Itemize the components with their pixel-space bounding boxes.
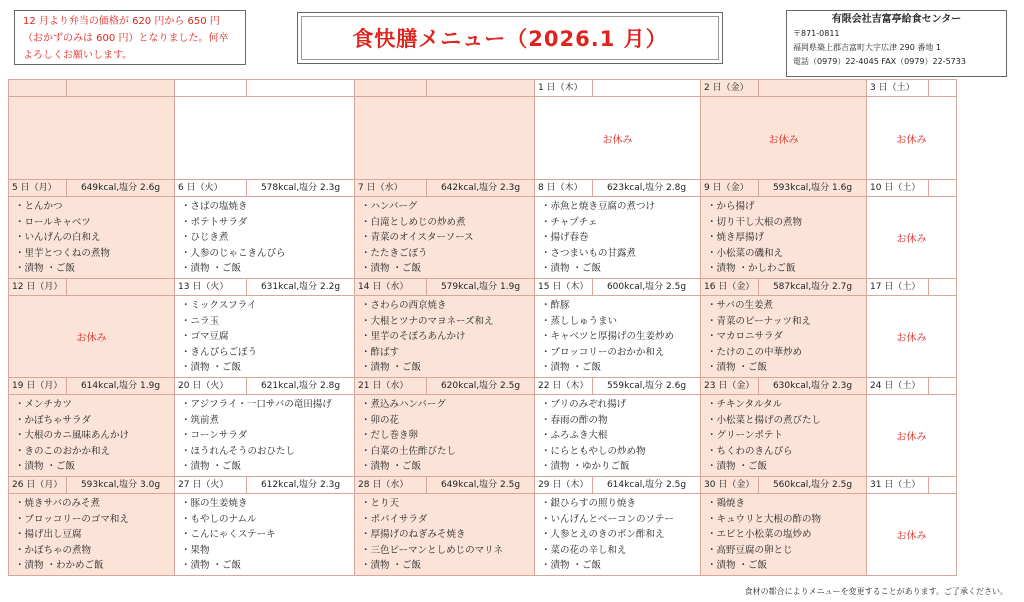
day-date: 9 日（金） <box>701 180 759 197</box>
menu-item: ・ かぼちゃサラダ <box>15 413 174 429</box>
week-menu-row <box>9 197 957 279</box>
menu-item: ・ たけのこの中華炒め <box>707 345 866 361</box>
day-menu-cell <box>175 296 355 378</box>
week-menu-row <box>9 395 957 477</box>
day-closed-cell <box>867 494 957 576</box>
menu-list <box>175 494 354 574</box>
company-phone: 電話（0979）22-4045 FAX（0979）22-5733 <box>793 57 966 66</box>
day-menu-cell <box>355 296 535 378</box>
day-nutrition: 649kcal,塩分 2.5g <box>427 477 535 494</box>
day-date <box>175 80 247 97</box>
menu-item: ・ 大根のカニ風味あんかけ <box>15 428 174 444</box>
menu-item: ・ ほうれんそうのおひたし <box>181 444 354 460</box>
day-date: 1 日（木） <box>535 80 593 97</box>
menu-list <box>355 197 534 277</box>
day-date: 19 日（月） <box>9 378 67 395</box>
day-menu-cell <box>701 395 867 477</box>
menu-item: ・ ブリのみぞれ揚げ <box>541 397 700 413</box>
menu-item: ・ 漬物 ・ご飯 <box>707 360 866 376</box>
notice-line: よろしくお願いします。 <box>23 50 133 61</box>
menu-item: ・ 漬物 ・ご飯 <box>541 360 700 376</box>
menu-item: ・ ロールキャベツ <box>15 215 174 231</box>
day-date: 16 日（金） <box>701 279 759 296</box>
notice-line: 12 月より弁当の価格が 620 円から 650 円 <box>23 16 220 27</box>
menu-item: ・ ニラ玉 <box>181 314 354 330</box>
week-menu-row <box>9 494 957 576</box>
day-menu-cell <box>355 197 535 279</box>
day-menu-cell <box>355 395 535 477</box>
week-header-row <box>9 477 957 494</box>
menu-item: ・ 漬物 ・ご飯 <box>707 459 866 475</box>
menu-item: ・ 漬物 ・ご飯 <box>181 360 354 376</box>
menu-item: ・ 漬物 ・かしわご飯 <box>707 261 866 277</box>
title-frame <box>301 16 719 60</box>
day-nutrition: 593kcal,塩分 3.0g <box>67 477 175 494</box>
closed-label: お休み <box>896 234 927 245</box>
menu-item: ・ 漬物 ・ご飯 <box>181 459 354 475</box>
menu-list <box>9 197 174 277</box>
day-menu-cell <box>535 296 701 378</box>
day-date: 7 日（水） <box>355 180 427 197</box>
menu-item: ・ 菜の花の辛し和え <box>541 543 700 559</box>
day-menu-cell <box>175 494 355 576</box>
menu-item: ・ 酢ばす <box>361 345 534 361</box>
day-menu-cell <box>175 197 355 279</box>
day-closed-cell <box>9 296 175 378</box>
day-date <box>9 80 67 97</box>
menu-item: ・ 漬物 ・ご飯 <box>15 261 174 277</box>
day-date: 8 日（木） <box>535 180 593 197</box>
menu-item: ・ だし巻き卵 <box>361 428 534 444</box>
day-date: 5 日（月） <box>9 180 67 197</box>
menu-item: ・ 筑前煮 <box>181 413 354 429</box>
menu-item: ・ ひじき煮 <box>181 230 354 246</box>
menu-item: ・ アジフライ・一口サバの竜田揚げ <box>181 397 354 413</box>
menu-list <box>701 494 866 574</box>
day-date: 17 日（土） <box>867 279 929 296</box>
day-closed-cell <box>867 97 957 180</box>
menu-item: ・ 漬物 ・ご飯 <box>181 261 354 277</box>
price-notice <box>14 10 246 65</box>
closed-label: お休み <box>896 333 927 344</box>
day-closed-cell <box>535 97 701 180</box>
footnote: 食材の都合によりメニューを変更することがあります。ご了承ください。 <box>744 587 1008 596</box>
menu-item: ・ 果物 <box>181 543 354 559</box>
menu-list <box>9 494 174 574</box>
week-header-row <box>9 378 957 395</box>
day-nutrition: 614kcal,塩分 2.5g <box>593 477 701 494</box>
menu-item: ・ 漬物 ・わかめご飯 <box>15 558 174 574</box>
menu-item: ・ 里芋とつくねの煮物 <box>15 246 174 262</box>
page-title: 食快膳メニュー（2026.1 月） <box>352 27 668 51</box>
day-nutrition: 579kcal,塩分 1.9g <box>427 279 535 296</box>
day-date: 10 日（土） <box>867 180 929 197</box>
day-menu-cell <box>175 97 355 180</box>
day-date: 30 日（金） <box>701 477 759 494</box>
menu-list <box>535 296 700 376</box>
day-date: 28 日（水） <box>355 477 427 494</box>
menu-item: ・ ブロッコリーのゴマ和え <box>15 512 174 528</box>
menu-list <box>701 395 866 475</box>
day-menu-cell <box>9 395 175 477</box>
menu-item: ・ 漬物 ・ゆかりご飯 <box>541 459 700 475</box>
title-box <box>297 12 723 64</box>
menu-item: ・ ゴマ豆腐 <box>181 329 354 345</box>
day-menu-cell <box>701 197 867 279</box>
menu-item: ・ たたきごぼう <box>361 246 534 262</box>
day-date: 23 日（金） <box>701 378 759 395</box>
menu-item: ・ さわらの西京焼き <box>361 298 534 314</box>
menu-item: ・ にらともやしの炒め物 <box>541 444 700 460</box>
day-date: 21 日（水） <box>355 378 427 395</box>
day-nutrition <box>759 80 867 97</box>
day-date: 24 日（土） <box>867 378 929 395</box>
day-nutrition: 621kcal,塩分 2.8g <box>247 378 355 395</box>
day-nutrition: 560kcal,塩分 2.5g <box>759 477 867 494</box>
closed-label: お休み <box>896 531 927 542</box>
menu-item: ・ 酢豚 <box>541 298 700 314</box>
week-header-row <box>9 80 957 97</box>
menu-item: ・ いんげんとベーコンのソテー <box>541 512 700 528</box>
notice-line: （おかずのみは 600 円）となりました。何卒 <box>23 33 229 44</box>
day-nutrition: 612kcal,塩分 2.3g <box>247 477 355 494</box>
menu-item: ・ 小松菜と揚げの煮びたし <box>707 413 866 429</box>
menu-list <box>701 296 866 376</box>
menu-item: ・ 揚げ春巻 <box>541 230 700 246</box>
day-closed-cell <box>867 197 957 279</box>
menu-item: ・ 三色ピーマンとしめじのマリネ <box>361 543 534 559</box>
day-date <box>355 80 427 97</box>
menu-item: ・ エビと小松菜の塩炒め <box>707 527 866 543</box>
menu-item: ・ 青菜のオイスターソース <box>361 230 534 246</box>
menu-item: ・ 高野豆腐の卵とじ <box>707 543 866 559</box>
day-date: 22 日（木） <box>535 378 593 395</box>
week-header-row <box>9 279 957 296</box>
day-date: 13 日（火） <box>175 279 247 296</box>
menu-item: ・ 漬物 ・ご飯 <box>541 261 700 277</box>
day-menu-cell <box>9 494 175 576</box>
day-nutrition: 649kcal,塩分 2.6g <box>67 180 175 197</box>
closed-label: お休み <box>896 134 927 146</box>
menu-item: ・ 春雨の酢の物 <box>541 413 700 429</box>
menu-list <box>355 395 534 475</box>
day-date: 3 日（土） <box>867 80 929 97</box>
company-name: 有限会社吉富亭給食センター <box>831 14 962 25</box>
menu-item: ・ サバの生姜煮 <box>707 298 866 314</box>
menu-item: ・ から揚げ <box>707 199 866 215</box>
menu-item: ・ 揚げ出し豆腐 <box>15 527 174 543</box>
day-nutrition: 593kcal,塩分 1.6g <box>759 180 867 197</box>
menu-item: ・ キュウリと大根の酢の物 <box>707 512 866 528</box>
day-nutrition: 631kcal,塩分 2.2g <box>247 279 355 296</box>
day-date: 2 日（金） <box>701 80 759 97</box>
menu-item: ・ 漬物 ・ご飯 <box>361 558 534 574</box>
menu-item: ・ 漬物 ・ご飯 <box>541 558 700 574</box>
menu-item: ・ 漬物 ・ご飯 <box>181 558 354 574</box>
day-menu-cell <box>9 97 175 180</box>
day-date: 14 日（水） <box>355 279 427 296</box>
day-nutrition <box>929 378 957 395</box>
day-nutrition: 559kcal,塩分 2.6g <box>593 378 701 395</box>
menu-item: ・ 焼き厚揚げ <box>707 230 866 246</box>
day-menu-cell <box>355 97 535 180</box>
day-nutrition: 600kcal,塩分 2.5g <box>593 279 701 296</box>
day-nutrition: 578kcal,塩分 2.3g <box>247 180 355 197</box>
menu-item: ・ ポテトサラダ <box>181 215 354 231</box>
menu-item: ・ 切り干し大根の煮物 <box>707 215 866 231</box>
menu-item: ・ 人参のじゃこきんぴら <box>181 246 354 262</box>
menu-item: ・ 厚揚げのねぎみそ焼き <box>361 527 534 543</box>
menu-item: ・ こんにゃくステーキ <box>181 527 354 543</box>
day-nutrition: 587kcal,塩分 2.7g <box>759 279 867 296</box>
menu-item: ・ 鶏焼き <box>707 496 866 512</box>
day-nutrition <box>67 80 175 97</box>
day-date: 26 日（月） <box>9 477 67 494</box>
menu-item: ・ 蒸ししゅうまい <box>541 314 700 330</box>
menu-list <box>9 395 174 475</box>
day-nutrition <box>929 80 957 97</box>
menu-item: ・ もやしのナムル <box>181 512 354 528</box>
day-nutrition <box>247 80 355 97</box>
menu-item: ・ 漬物 ・ご飯 <box>361 360 534 376</box>
day-date: 29 日（木） <box>535 477 593 494</box>
day-date: 31 日（土） <box>867 477 929 494</box>
day-nutrition: 620kcal,塩分 2.5g <box>427 378 535 395</box>
day-menu-cell <box>535 395 701 477</box>
menu-item: ・ 里芋のそぼろあんかけ <box>361 329 534 345</box>
menu-item: ・ 青菜のピーナッツ和え <box>707 314 866 330</box>
day-date: 15 日（木） <box>535 279 593 296</box>
menu-list <box>535 395 700 475</box>
menu-item: ・ 白滝としめじの炒め煮 <box>361 215 534 231</box>
day-nutrition <box>593 80 701 97</box>
menu-item: ・ さつまいもの甘露煮 <box>541 246 700 262</box>
menu-item: ・ いんげんの白和え <box>15 230 174 246</box>
menu-item: ・ ミックスフライ <box>181 298 354 314</box>
company-postal: 〒871-0811 <box>793 29 840 38</box>
day-nutrition: 630kcal,塩分 2.3g <box>759 378 867 395</box>
day-date: 12 日（月） <box>9 279 67 296</box>
menu-item: ・ 漬物 ・ご飯 <box>361 459 534 475</box>
menu-item: ・ ふろふき大根 <box>541 428 700 444</box>
menu-item: ・ 人参とえのきのポン酢和え <box>541 527 700 543</box>
menu-item: ・ ブロッコリーのおかか和え <box>541 345 700 361</box>
menu-item: ・ チキンタルタル <box>707 397 866 413</box>
menu-item: ・ ポパイサラダ <box>361 512 534 528</box>
menu-list <box>175 296 354 376</box>
day-menu-cell <box>355 494 535 576</box>
day-nutrition <box>67 279 175 296</box>
menu-item: ・ メンチカツ <box>15 397 174 413</box>
day-nutrition: 614kcal,塩分 1.9g <box>67 378 175 395</box>
company-address: 福岡県築上郡吉富町大字広津 290 番地 1 <box>793 43 941 52</box>
menu-list <box>175 395 354 475</box>
menu-item: ・ 煮込みハンバーグ <box>361 397 534 413</box>
day-closed-cell <box>701 97 867 180</box>
menu-item: ・ チャプチェ <box>541 215 700 231</box>
week-menu-row <box>9 296 957 378</box>
menu-item: ・ とり天 <box>361 496 534 512</box>
menu-item: ・ きのこのおかか和え <box>15 444 174 460</box>
week-menu-row <box>9 97 957 180</box>
menu-item: ・ 漬物 ・ご飯 <box>707 558 866 574</box>
company-info <box>786 10 1007 77</box>
menu-item: ・ 漬物 ・ご飯 <box>15 459 174 475</box>
menu-list <box>701 197 866 277</box>
menu-calendar <box>8 79 957 576</box>
menu-item: ・ ハンバーグ <box>361 199 534 215</box>
day-nutrition: 623kcal,塩分 2.8g <box>593 180 701 197</box>
menu-item: ・ コーンサラダ <box>181 428 354 444</box>
day-nutrition: 642kcal,塩分 2.3g <box>427 180 535 197</box>
day-menu-cell <box>175 395 355 477</box>
closed-label: お休み <box>76 333 107 344</box>
menu-item: ・ 卯の花 <box>361 413 534 429</box>
menu-list <box>535 494 700 574</box>
day-closed-cell <box>867 296 957 378</box>
day-date: 20 日（火） <box>175 378 247 395</box>
menu-item: ・ きんぴらごぼう <box>181 345 354 361</box>
day-nutrition <box>929 477 957 494</box>
day-menu-cell <box>9 197 175 279</box>
closed-label: お休み <box>896 432 927 443</box>
day-nutrition <box>427 80 535 97</box>
day-menu-cell <box>535 197 701 279</box>
menu-list <box>355 296 534 376</box>
day-date: 27 日（火） <box>175 477 247 494</box>
menu-item: ・ 赤魚と焼き豆腐の煮つけ <box>541 199 700 215</box>
day-menu-cell <box>701 296 867 378</box>
menu-item: ・ 小松菜の磯和え <box>707 246 866 262</box>
menu-list <box>175 197 354 277</box>
menu-item: ・ 大根とツナのマヨネーズ和え <box>361 314 534 330</box>
day-menu-cell <box>701 494 867 576</box>
menu-item: ・ 焼きサバのみそ煮 <box>15 496 174 512</box>
day-closed-cell <box>867 395 957 477</box>
closed-label: お休み <box>768 134 799 146</box>
menu-item: ・ ちくわのきんぴら <box>707 444 866 460</box>
day-date: 6 日（火） <box>175 180 247 197</box>
menu-item: ・ 銀ひらすの照り焼き <box>541 496 700 512</box>
menu-list <box>535 197 700 277</box>
menu-item: ・ 白菜の土佐酢びたし <box>361 444 534 460</box>
menu-item: ・ グリーンポテト <box>707 428 866 444</box>
week-header-row <box>9 180 957 197</box>
menu-item: ・ キャベツと厚揚げの生姜炒め <box>541 329 700 345</box>
day-nutrition <box>929 180 957 197</box>
menu-item: ・ とんかつ <box>15 199 174 215</box>
menu-list <box>355 494 534 574</box>
day-nutrition <box>929 279 957 296</box>
menu-item: ・ さばの塩焼き <box>181 199 354 215</box>
closed-label: お休み <box>602 134 633 146</box>
menu-item: ・ 豚の生姜焼き <box>181 496 354 512</box>
menu-item: ・ かぼちゃの煮物 <box>15 543 174 559</box>
day-menu-cell <box>535 494 701 576</box>
menu-item: ・ 漬物 ・ご飯 <box>361 261 534 277</box>
menu-item: ・ マカロニサラダ <box>707 329 866 345</box>
